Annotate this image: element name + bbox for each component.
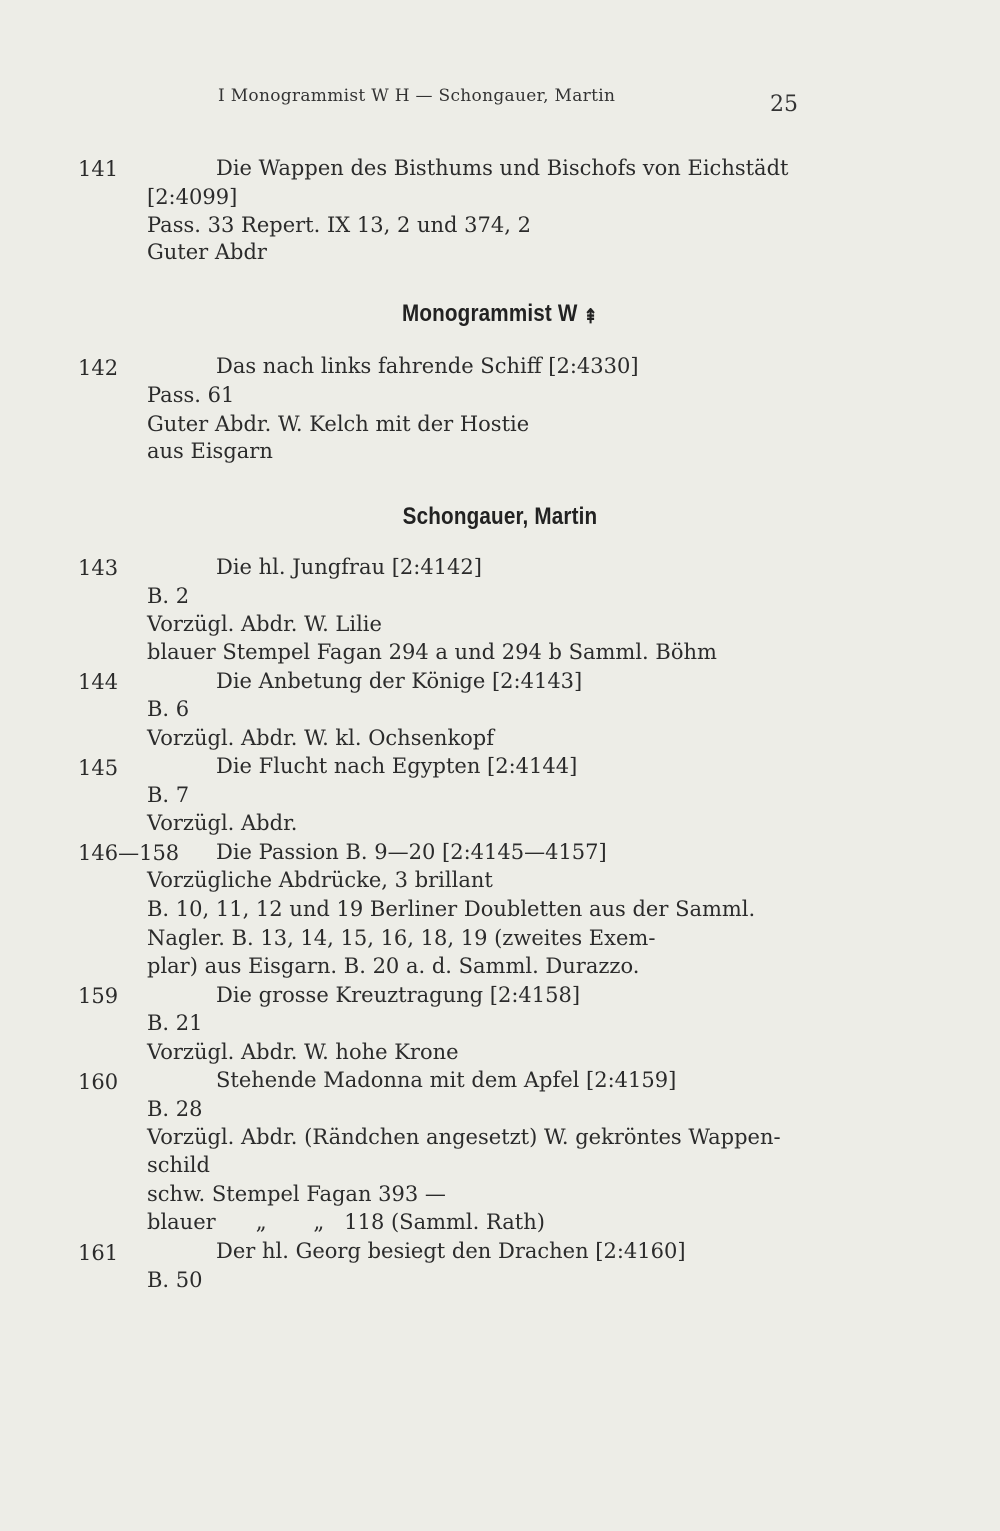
entry-line: Nagler. B. 13, 14, 15, 16, 18, 19 (zweites Exem- bbox=[147, 926, 656, 950]
entry-line: blauer Stempel Fagan 294 a und 294 b Samml. Böhm bbox=[147, 640, 717, 664]
entry-line: Vorzügl. Abdr. W. kl. Ochsenkopf bbox=[147, 726, 495, 750]
entry-line: Vorzügliche Abdrücke, 3 brillant bbox=[147, 868, 493, 892]
entry-line: plar) aus Eisgarn. B. 20 a. d. Samml. Durazzo. bbox=[147, 954, 640, 978]
page-number: 25 bbox=[770, 92, 798, 117]
entry-title: Stehende Madonna mit dem Apfel [2:4159] bbox=[216, 1068, 677, 1092]
entry-line: Vorzügl. Abdr. W. Lilie bbox=[147, 612, 382, 636]
entry-line: Vorzügl. Abdr. (Rändchen angesetzt) W. gekröntes Wappen- bbox=[147, 1125, 781, 1149]
entry-title: Der hl. Georg besiegt den Drachen [2:4160] bbox=[216, 1239, 686, 1263]
section-heading-text: Schongauer, Martin bbox=[402, 503, 598, 530]
entry-line: B. 6 bbox=[147, 697, 190, 721]
section-heading bbox=[70, 503, 930, 531]
entry-number: 141 bbox=[78, 157, 119, 181]
entry-number: 159 bbox=[78, 984, 119, 1008]
entry-line: Guter Abdr bbox=[147, 240, 267, 264]
entry-line: schw. Stempel Fagan 393 — bbox=[147, 1182, 446, 1206]
entry-number: 160 bbox=[78, 1070, 119, 1094]
entry-line: B. 21 bbox=[147, 1011, 203, 1035]
entry-line: aus Eisgarn bbox=[147, 439, 273, 463]
entry-line: B. 28 bbox=[147, 1097, 203, 1121]
entry-number: 145 bbox=[78, 756, 119, 780]
entry-line: B. 10, 11, 12 und 19 Berliner Doubletten aus der Samml. bbox=[147, 897, 756, 921]
entry-title: Die Flucht nach Egypten [2:4144] bbox=[216, 754, 578, 778]
entry-number: 144 bbox=[78, 670, 119, 694]
entry-line: blauer „ „ 118 (Samml. Rath) bbox=[147, 1210, 545, 1234]
entry-line: Vorzügl. Abdr. W. hohe Krone bbox=[147, 1040, 459, 1064]
entry-title: Die grosse Kreuztragung [2:4158] bbox=[216, 983, 581, 1007]
entry-title: Die Passion B. 9—20 [2:4145—4157] bbox=[216, 840, 607, 864]
entry-line: Pass. 33 Repert. IX 13, 2 und 374, 2 bbox=[147, 213, 531, 237]
entry-number: 142 bbox=[78, 356, 119, 380]
entry-title: Die Anbetung der Könige [2:4143] bbox=[216, 669, 583, 693]
entry-title: Die hl. Jungfrau [2:4142] bbox=[216, 555, 482, 579]
entry-line: B. 2 bbox=[147, 584, 190, 608]
entry-line: Pass. 61 bbox=[147, 383, 235, 407]
entry-title: Das nach links fahrende Schiff [2:4330] bbox=[216, 354, 639, 378]
entry-number: 146—158 bbox=[78, 841, 180, 865]
entry-number: 143 bbox=[78, 556, 119, 580]
entry-number: 161 bbox=[78, 1241, 119, 1265]
entry-line: Guter Abdr. W. Kelch mit der Hostie bbox=[147, 412, 530, 436]
entry-title: Die Wappen des Bisthums und Bischofs von Eichstädt bbox=[216, 156, 789, 180]
monogram-symbol: ⇞ bbox=[583, 306, 599, 328]
entry-line: Vorzügl. Abdr. bbox=[147, 811, 298, 835]
entry-line: [2:4099] bbox=[147, 185, 238, 209]
running-header: I Monogrammist W H — Schongauer, Martin bbox=[218, 86, 616, 106]
section-heading bbox=[70, 300, 930, 328]
entry-line: B. 7 bbox=[147, 783, 190, 807]
section-heading-text: Monogrammist W bbox=[401, 300, 578, 327]
entry-line: schild bbox=[147, 1153, 210, 1177]
entry-line: B. 50 bbox=[147, 1268, 203, 1292]
